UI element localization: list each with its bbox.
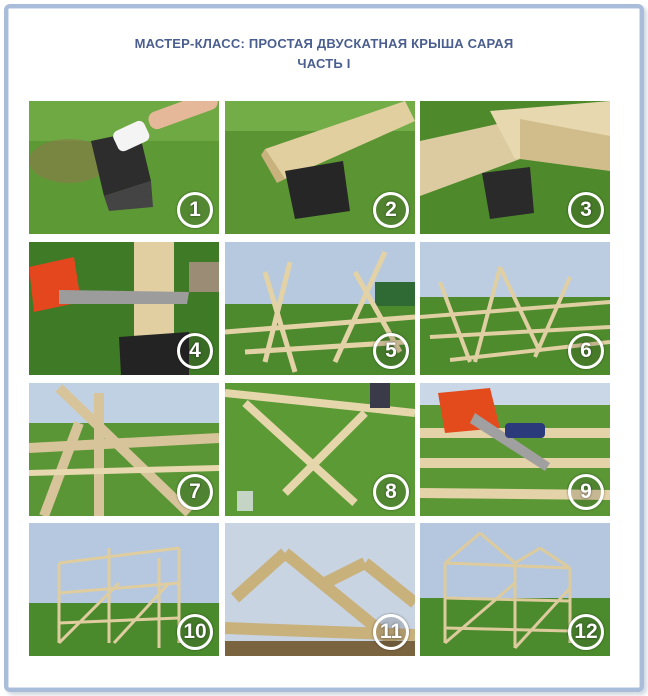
step-number-badge: 11 (373, 614, 409, 650)
step-number-badge: 7 (177, 474, 213, 510)
step-number-badge: 10 (177, 614, 213, 650)
step-photo-8 (225, 383, 415, 516)
step-photo-7 (29, 383, 219, 516)
step-number-badge: 4 (177, 333, 213, 369)
step-photo-9 (420, 383, 610, 516)
step-photo-10 (29, 523, 219, 656)
step-number-badge: 9 (568, 474, 604, 510)
title-line-2: ЧАСТЬ I (297, 56, 351, 71)
step-number-badge: 12 (568, 614, 604, 650)
step-photo-1 (29, 101, 219, 234)
step-number-badge: 6 (568, 333, 604, 369)
step-photo-12 (420, 523, 610, 656)
step-photo-2 (225, 101, 415, 234)
step-photo-11 (225, 523, 415, 656)
step-number-badge: 5 (373, 333, 409, 369)
step-photo-6 (420, 242, 610, 375)
step-number-badge: 1 (177, 192, 213, 228)
step-number-badge: 3 (568, 192, 604, 228)
step-number-badge: 2 (373, 192, 409, 228)
step-photo-4 (29, 242, 219, 375)
step-photo-3 (420, 101, 610, 234)
title-line-1: МАСТЕР-КЛАСС: ПРОСТАЯ ДВУСКАТНАЯ КРЫША САРАЯ (134, 36, 514, 51)
step-photo-5 (225, 242, 415, 375)
step-number-badge: 8 (373, 474, 409, 510)
